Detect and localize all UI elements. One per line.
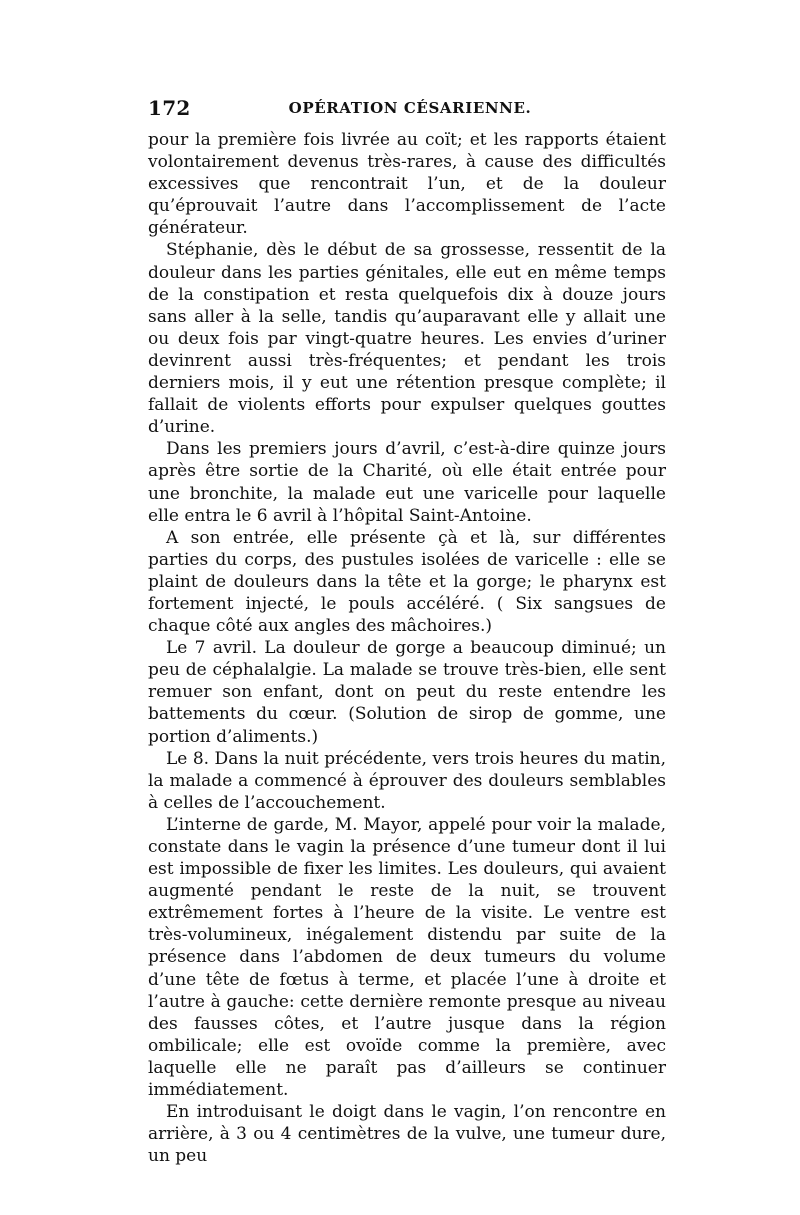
- paragraph-entry-exam: A son entrée, elle présente çà et là, sur différentes parties du corps, des pustules isolées de varicelle : elle se plaint de douleurs dans la tête et la gorge; le pharynx est fortement injecté, le pouls accéléré. ( Six sangsues de chaque côté aux angles des mâchoires.): [148, 527, 666, 637]
- paragraph-intern-exam: L’interne de garde, M. Mayor, appelé pour voir la malade, constate dans le vagin la présence d’une tumeur dont il lui est impossible de fixer les limites. Les douleurs, qui avaient augmenté pendant le reste de la nuit, se trouvent extrêmement fortes à l’heure de la visite. Le ventre est très-volumineux, inégalement distendu par suite de la présence dans l’abdomen de deux tumeurs du volume d’une tête de fœtus à terme, et placée l’une à droite et l’autre à gauche: cette dernière remonte presque au niveau des fausses côtes, et l’autre jusque dans la région ombilicale; elle est ovoïde comme la première, avec laquelle elle ne paraît pas d’ailleurs se continuer immédiatement.: [148, 814, 666, 1101]
- paragraph-admission: Dans les premiers jours d’avril, c’est-à-dire quinze jours après être sortie de la Charité, où elle était entrée pour une bronchite, la malade eut une varicelle pour laquelle elle entra le 6 avril à l’hôpital Saint-Antoine.: [148, 439, 666, 526]
- paragraph-continuation: pour la première fois livrée au coït; et les rapports étaient volontairement devenus très-rares, à cause des difficultés excessives que rencontrait l’un, et de la douleur qu’éprouvait l’autre dans l’accomplissement de l’acte générateur.: [148, 130, 666, 239]
- paragraph-april-8: Le 8. Dans la nuit précédente, vers trois heures du matin, la malade a commencé à éprouver des douleurs semblables à celles de l’accouchement.: [148, 748, 666, 813]
- page-header: [148, 96, 672, 120]
- paragraph-vaginal-exam: En introduisant le doigt dans le vagin, l’on rencontre en arrière, à 3 ou 4 centimètres de la vulve, une tumeur dure, un peu: [148, 1102, 666, 1167]
- page-number: 172: [148, 96, 191, 120]
- paragraph-symptoms: Stéphanie, dès le début de sa grossesse, ressentit de la douleur dans les parties génitales, elle eut en même temps de la constipation et resta quelquefois dix à douze jours sans aller à la selle, tandis qu’auparavant elle y allait une ou deux fois par vingt-quatre heures. Les envies d’uriner devinrent aussi très-fréquentes; et pendant les trois derniers mois, il y eut une rétention presque complète; il fallait de violents efforts pour expulser quelques gouttes d’urine.: [148, 240, 666, 438]
- running-title: OPÉRATION CÉSARIENNE.: [288, 99, 532, 117]
- paragraph-april-7: Le 7 avril. La douleur de gorge a beaucoup diminué; un peu de céphalalgie. La malade se trouve très-bien, elle sent remuer son enfant, dont on peut du reste entendre les battements du cœur. (Solution de sirop de gomme, une portion d’aliments.): [148, 638, 666, 747]
- body-text: [148, 129, 666, 1167]
